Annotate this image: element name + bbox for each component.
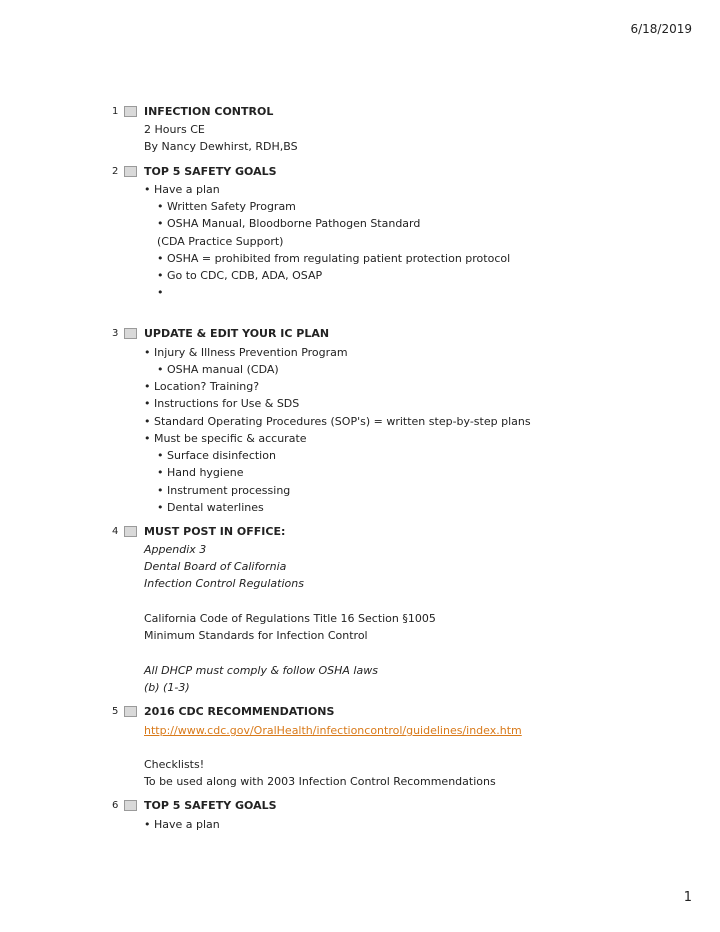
bullet-item: • OSHA Manual, Bloodborne Pathogen Standard xyxy=(157,217,421,230)
bullet-item: • Dental waterlines xyxy=(157,501,264,514)
slide-number: 1 xyxy=(112,106,119,117)
slide-number: 4 xyxy=(112,526,119,537)
slide-title: 2016 CDC RECOMMENDATIONS xyxy=(144,705,335,718)
bullet-item: • Hand hygiene xyxy=(157,466,244,479)
text-line: California Code of Regulations Title 16 Section §1005 xyxy=(144,612,436,625)
slide-number: 6 xyxy=(112,800,119,811)
text-line: 2 Hours CE xyxy=(144,123,205,136)
bullet-item: • Have a plan xyxy=(144,818,220,831)
text-line: To be used along with 2003 Infection Control Recommendations xyxy=(144,775,496,788)
slide-title: INFECTION CONTROL xyxy=(144,105,274,118)
text-line: (CDA Practice Support) xyxy=(157,235,284,248)
slide-thumbnail-icon xyxy=(124,328,137,339)
slide-title: TOP 5 SAFETY GOALS xyxy=(144,799,277,812)
text-line: By Nancy Dewhirst, RDH,BS xyxy=(144,140,298,153)
bullet-item: • Have a plan xyxy=(144,183,220,196)
bullet-item: • Surface disinfection xyxy=(157,449,276,462)
text-line: Infection Control Regulations xyxy=(144,577,304,590)
bullet-item: • Injury & Illness Prevention Program xyxy=(144,346,348,359)
slide-number: 3 xyxy=(112,328,119,339)
bullet-item: • Instructions for Use & SDS xyxy=(144,397,300,410)
page-number: 1 xyxy=(683,890,692,905)
slide-number: 2 xyxy=(112,166,119,177)
text-line: (b) (1-3) xyxy=(144,681,190,694)
slide-title: UPDATE & EDIT YOUR IC PLAN xyxy=(144,327,330,340)
bullet-item: • Standard Operating Procedures (SOP's) = written step-by-step plans xyxy=(144,415,531,428)
bullet-item: • Instrument processing xyxy=(157,484,291,497)
bullet-item: • Go to CDC, CDB, ADA, OSAP xyxy=(157,269,323,282)
bullet-item: • Must be specific & accurate xyxy=(144,432,307,445)
slide-thumbnail-icon xyxy=(124,800,137,811)
date-header: 6/18/2019 xyxy=(630,22,692,36)
slide-thumbnail-icon xyxy=(124,106,137,117)
text-line: Dental Board of California xyxy=(144,560,287,573)
slide-title: MUST POST IN OFFICE: xyxy=(144,525,286,538)
slide-number: 5 xyxy=(112,706,119,717)
text-line: Minimum Standards for Infection Control xyxy=(144,629,368,642)
bullet-item: • Written Safety Program xyxy=(157,200,296,213)
bullet-item: • Location? Training? xyxy=(144,380,260,393)
bullet-item: • OSHA manual (CDA) xyxy=(157,363,279,376)
text-line: All DHCP must comply & follow OSHA laws xyxy=(144,664,378,677)
text-line: Appendix 3 xyxy=(144,543,207,556)
slide-thumbnail-icon xyxy=(124,526,137,537)
slide-thumbnail-icon xyxy=(124,706,137,717)
text-line: Checklists! xyxy=(144,758,205,771)
cdc-guidelines-link[interactable]: http://www.cdc.gov/OralHealth/infectioncontrol/guidelines/index.htm xyxy=(144,724,522,737)
slide-title: TOP 5 SAFETY GOALS xyxy=(144,165,277,178)
slide-thumbnail-icon xyxy=(124,166,137,177)
bullet-item: • OSHA = prohibited from regulating patient protection protocol xyxy=(157,252,511,265)
bullet-item: • xyxy=(157,286,164,299)
